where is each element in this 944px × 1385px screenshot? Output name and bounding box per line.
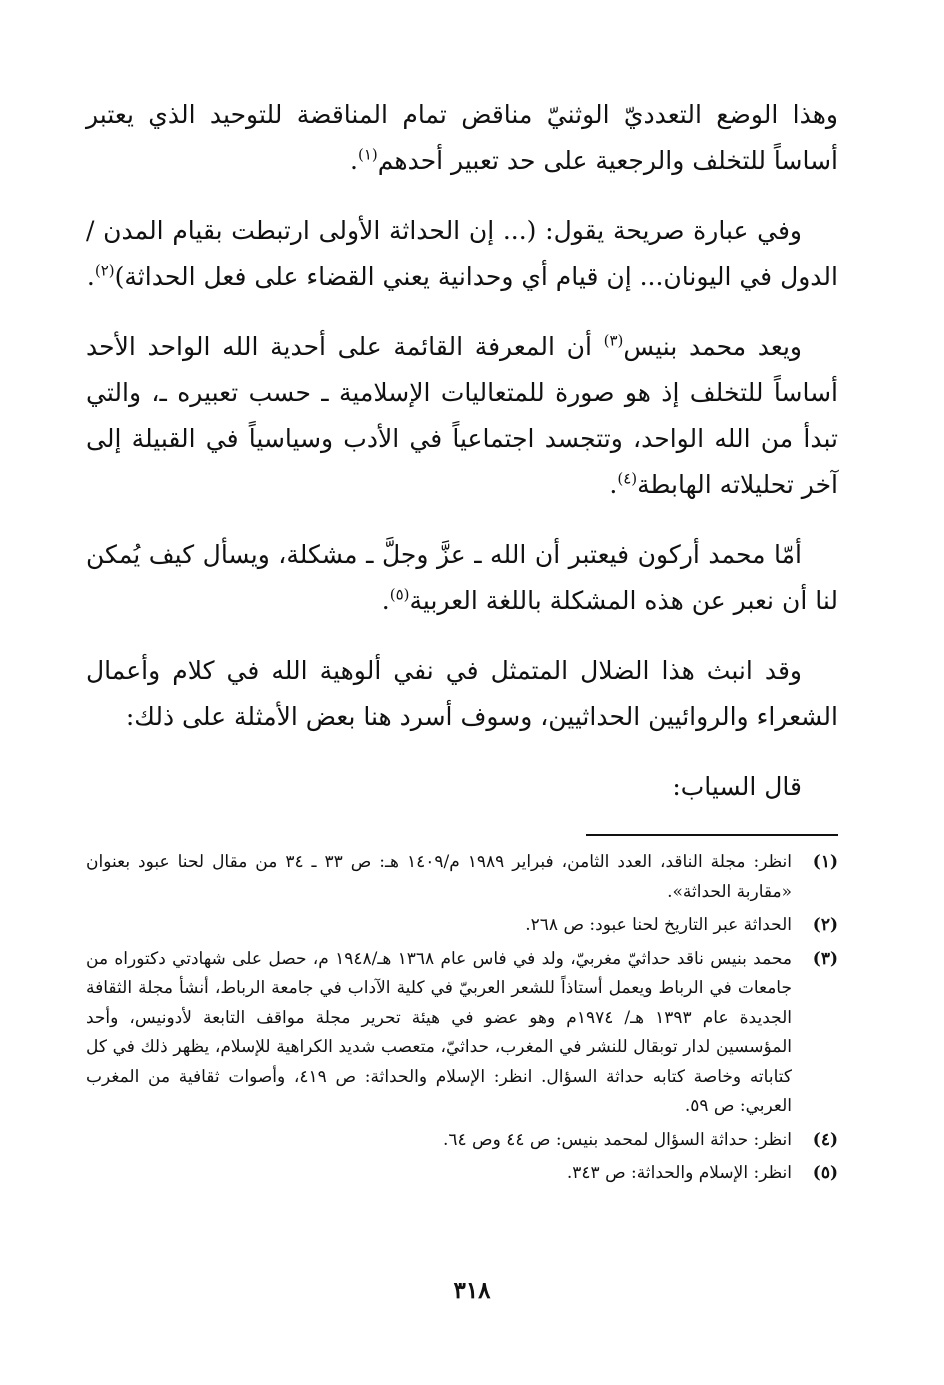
footnote-ref-2: (٢) [94, 261, 115, 280]
footnote-2 [86, 911, 838, 941]
footnotes [86, 848, 838, 1193]
paragraph-1 [86, 92, 838, 184]
footnote-text-2: الحداثة عبر التاريخ لحنا عبود: ص ٢٦٨. [525, 915, 792, 935]
footnote-ref-4: (٤) [617, 469, 638, 488]
footnote-4 [86, 1126, 838, 1156]
footnote-text-3: محمد بنيس ناقد حداثيّ مغربيّ، ولد في فاس عام ١٣٦٨ هـ/١٩٤٨ م، حصل على شهادتي دكتوراه من جامعات في الرباط ويعمل أستاذاً للشعر العربيّ في كلية الآداب في جامعة الرباط، أنشأ مجلة الثقافة الجديدة عام ١٣٩٣ هـ/ ١٩٧٤م وهو عضو في هيئة تحرير مجلة مواقف التابعة لأدونيس، وأحد المؤسسين لدار توبقال للنشر في المغرب، حداثيّ، متعصب شديد الكراهية للإسلام، يظهر ذلك في كل كتاباته وخاصة كتابه حداثة السؤال. انظر: الإسلام والحداثة: ص ٤١٩، وأصوات ثقافية من المغرب العربي: ص ٥٩. [86, 948, 793, 1116]
footnote-1 [86, 848, 838, 907]
paragraph-4-tail: . [381, 586, 390, 615]
paragraph-5 [86, 648, 838, 740]
footnote-number-5: (٥) [812, 1163, 838, 1183]
footnote-divider [586, 834, 838, 836]
paragraph-2-text: وفي عبارة صريحة يقول: (... إن الحداثة الأولى ارتبطت بقيام المدن / الدول في اليونان... إن قيام أي وحدانية يعني القضاء على فعل الحداثة) [86, 216, 838, 291]
footnote-number-1: (١) [812, 852, 838, 872]
footnote-number-3: (٣) [812, 948, 838, 969]
footnote-ref-3: (٣) [603, 331, 624, 350]
footnote-ref-1: (١) [357, 145, 378, 164]
footnote-text-1: انظر: مجلة الناقد، العدد الثامن، فبراير ١٩٨٩ م/١٤٠٩ هـ: ص ٣٣ ـ ٣٤ من مقال لحنا عبود بعنوان «مقاربة الحداثة». [86, 852, 792, 902]
footnote-3 [86, 945, 838, 1122]
paragraph-2 [86, 208, 838, 300]
footnote-text-4: انظر: حداثة السؤال لمحمد بنيس: ص ٤٤ وص ٦٤. [442, 1129, 792, 1150]
paragraph-1-text: وهذا الوضع التعدديّ الوثنيّ مناقض تمام المناقضة للتوحيد الذي يعتبر أساساً للتخلف والرجعية على حد تعبير أحدهم [86, 100, 839, 175]
paragraph-3-tail: . [609, 470, 618, 499]
footnote-ref-5: (٥) [389, 585, 410, 604]
paragraph-4 [86, 532, 838, 624]
paragraph-3-text-after: أن المعرفة القائمة على أحدية الله الواحد الأحد أساساً للتخلف إذ هو صورة للمتعاليات الإسلامية ـ حسب تعبيره ـ، والتي تبدأ من الله الواحد، وتتجسد اجتماعياً في الأدب وسياسياً في القبيلة إلى آخر تحليلاته الهابطة [86, 332, 838, 499]
paragraph-4-text: أمّا محمد أركون فيعتبر أن الله ـ عزَّ وجلَّ ـ مشكلة، ويسأل كيف يُمكن لنا أن نعبر عن هذه المشكلة باللغة العربية [86, 540, 838, 615]
footnote-5 [86, 1159, 838, 1189]
paragraph-1-tail: . [350, 146, 358, 175]
paragraph-2-tail: . [86, 262, 95, 291]
page-number: ٣١٨ [453, 1277, 491, 1304]
footnote-number-4: (٤) [812, 1129, 838, 1150]
footnote-text-5: انظر: الإسلام والحداثة: ص ٣٤٣. [566, 1163, 792, 1183]
paragraph-6 [86, 764, 838, 810]
paragraph-6-text: قال السياب: [672, 772, 802, 801]
paragraph-3 [86, 324, 838, 508]
paragraph-5-text: وقد انبث هذا الضلال المتمثل في نفي ألوهية الله في كلام وأعمال الشعراء والروائيين الحداثيين، وسوف أسرد هنا بعض الأمثلة على ذلك: [86, 656, 838, 731]
footnote-number-2: (٢) [812, 915, 838, 935]
main-text [86, 92, 838, 834]
paragraph-3-text-before: ويعد محمد بنيس [623, 332, 802, 361]
